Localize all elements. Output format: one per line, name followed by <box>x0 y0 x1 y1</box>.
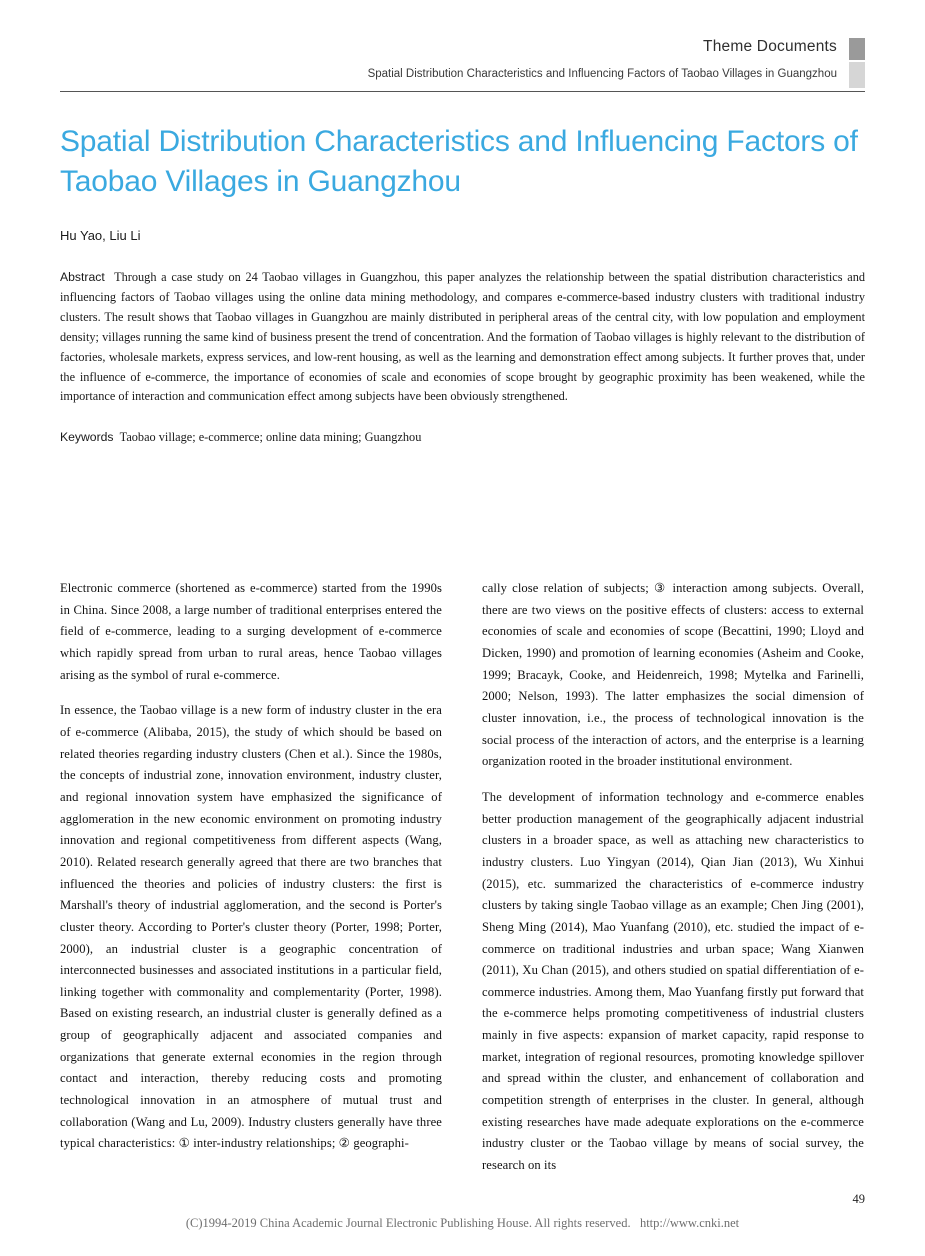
running-head-rule <box>60 91 865 92</box>
author-list: Hu Yao, Liu Li <box>60 228 141 243</box>
keywords-label: Keywords <box>60 430 114 444</box>
copyright-footer <box>0 1216 925 1231</box>
running-head-article-title: Spatial Distribution Characteristics and Influencing Factors of Taobao Villages in Guangzhou <box>367 68 837 80</box>
body-column-right <box>482 578 864 1191</box>
abstract-block <box>60 268 865 407</box>
body-column-left <box>60 578 442 1191</box>
abstract-label: Abstract <box>60 270 105 284</box>
abstract-text: Through a case study on 24 Taobao villages in Guangzhou, this paper analyzes the relationship between the spatial distribution characteristics and influencing factors of Taobao villages using the online data mining methodology, and compares e-commerce-based industry clusters with traditional industry clusters. The result shows that Taobao villages in Guangzhou are mainly distributed in peripheral areas of the central city, with low population and employment density; villages running the same kind of business present the trend of concentration. And the formation of Taobao villages is highly relevant to the distribution of factories, wholesale markets, express services, and low-rent housing, as well as the learning and demonstration effect among subjects. It further proves that, under the influence of e-commerce, the importance of economies of scale and economies of scope brought by geographic proximity has been weakened, while the importance of interaction and communication effect among subjects have been obviously strengthened. <box>60 270 865 404</box>
paragraph: cally close relation of subjects; ③ interaction among subjects. Overall, there are two views on the positive effects of clusters: access to external economies of scale and economies of scope (Becattini, 1990; Lloyd and Dicken, 1990) and promotion of learning economies (Asheim and Cooke, 1999; Bracayk, Cooke, and Heidenreich, 1998; Mytelka and Farinelli, 2000; Nelson, 1993). The latter emphasizes the social dimension of cluster innovation, i.e., the process of technological innovation is the social process of the interaction of actors, and the enterprise is a learning organization rooted in the broader institutional environment. <box>482 581 864 769</box>
paragraph: The development of information technology and e-commerce enables better production management of the geographically adjacent industrial clusters in a broader space, as well as attaching new characteristics to industry clusters. Luo Yingyan (2014), Qian Jian (2013), Wu Xinhui (2015), etc. summarized the characteristics of e-commerce industry clusters by taking single Taobao village as an example; Chen Jing (2001), Sheng Ming (2014), Mao Yuanfang (2010), etc. studied the impact of e-commerce on traditional industries and urban space; Wang Xianwen (2011), Xu Chan (2015), and others studied on spatial differentiation of e-commerce industries. Among them, Mao Yuanfang firstly put forward that the e-commerce helps promoting competitiveness of industrial clusters mainly in five aspects: expansion of market capacity, rapid response to market, integration of regional resources, promoting knowledge spillover and spread within the cluster, and enhancement of collaboration and competition strength of enterprises in the cluster. In general, although existing researches have made adequate explorations on the e-commerce industry cluster or the Taobao village by means of social survey, the research on its <box>482 789 864 1173</box>
running-head-section: Theme Documents <box>703 38 837 55</box>
copyright-text: (C)1994-2019 China Academic Journal Electronic Publishing House. All rights reserved. <box>185 1216 631 1230</box>
page-title: Spatial Distribution Characteristics and Influencing Factors of Taobao Villages in Guangzhou <box>60 125 858 198</box>
body-columns <box>60 578 865 1191</box>
cnki-url: http://www.cnki.net <box>639 1216 740 1230</box>
keywords-block <box>60 428 865 448</box>
running-head-marker-dark <box>849 38 865 60</box>
running-head-marker-light <box>849 62 865 88</box>
paragraph: Electronic commerce (shortened as e-commerce) started from the 1990s in China. Since 2008, a large number of traditional enterprises entered the field of e-commerce, leading to a surging development of e-commerce which rapidly spread from urban to rural areas, hence Taobao villages arising as the symbol of rural e-commerce. <box>60 581 442 682</box>
paragraph: In essence, the Taobao village is a new form of industry cluster in the era of e-commerce (Alibaba, 2015), the study of which should be based on related theories regarding industry clusters (Chen et al.). Since the 1980s, the concepts of industrial zone, innovation environment, industry cluster, and regional innovation system have emphasized the significance of agglomeration in the new economic environment on promoting industry innovation and regional competitiveness from different aspects (Wang, 2010). Related research generally agreed that there are two branches that influenced the theories and policies of industry clusters: the first is Marshall's theory of industrial agglomeration, and the second is Porter's cluster theory. According to Porter's cluster theory (Porter, 1998; Porter, 2000), an industrial cluster is a geographic concentration of interconnected businesses and associated institutions in a particular field, linking together with commonality and complementarity (Porter, 1998). Based on existing research, an industrial cluster is generally defined as a group of geographically adjacent and associated companies and organizations that generate external economies in the region through contact and interaction, thereby reducing costs and promoting technological innovation in an atmosphere of mutual trust and collaboration (Wang and Lu, 2009). Industry clusters generally have three typical characteristics: ① inter-industry relationships; ② geographi- <box>60 703 442 1151</box>
page-number: 49 <box>852 1192 865 1206</box>
keywords-text: Taobao village; e-commerce; online data mining; Guangzhou <box>119 430 422 444</box>
